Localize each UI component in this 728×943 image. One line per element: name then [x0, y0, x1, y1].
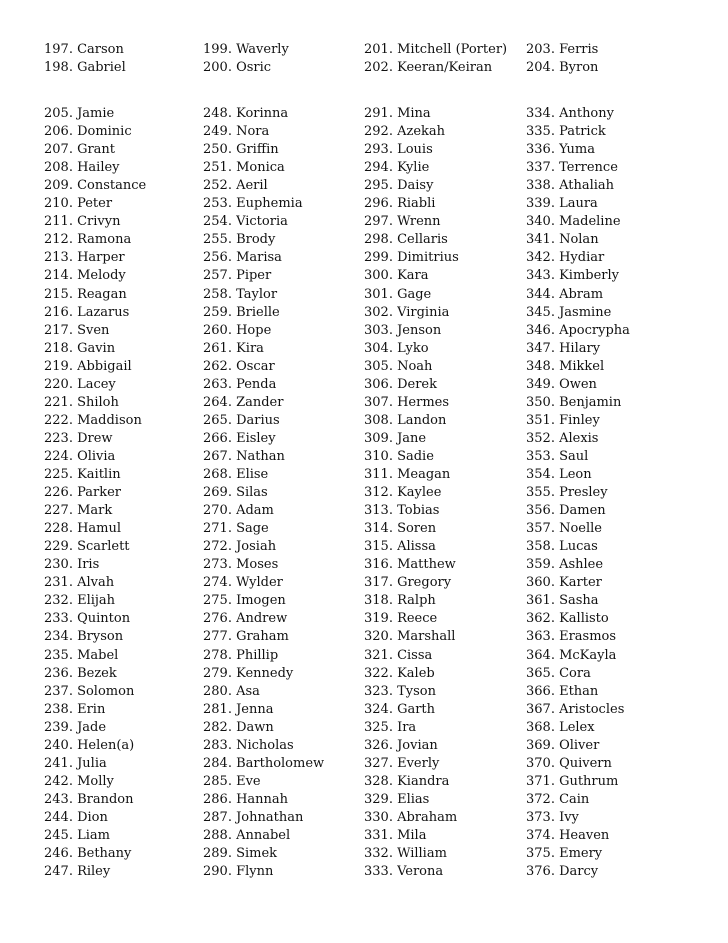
list-item: 374. Heaven	[526, 828, 610, 843]
list-row	[0, 791, 728, 809]
list-item: 364. McKayla	[526, 647, 617, 663]
list-item: 350. Benjamin	[526, 394, 622, 410]
list-item: 328. Kiandra	[364, 773, 450, 789]
list-item: 299. Dimitrius	[364, 250, 459, 266]
list-row	[0, 340, 728, 358]
list-item: 303. Jenson	[364, 322, 442, 338]
list-row	[0, 430, 728, 448]
list-item: 325. Ira	[364, 719, 417, 735]
list-item: 246. Bethany	[44, 846, 132, 862]
list-item: 283. Nicholas	[203, 737, 294, 753]
list-item: 270. Adam	[203, 503, 274, 519]
list-item: 287. Johnathan	[203, 809, 304, 825]
list-item: 326. Jovian	[364, 737, 438, 753]
list-item: 310. Sadie	[364, 448, 434, 464]
list-item: 298. Cellaris	[364, 232, 448, 248]
list-item: 272. Josiah	[203, 539, 277, 555]
list-item: 306. Derek	[364, 376, 437, 392]
list-row	[0, 41, 728, 59]
list-item: 361. Sasha	[526, 593, 599, 609]
list-item: 267. Nathan	[203, 448, 285, 464]
list-row	[0, 809, 728, 827]
list-item: 269. Silas	[203, 485, 268, 501]
list-item: 289. Simek	[203, 846, 278, 862]
list-item: 322. Kaleb	[364, 665, 435, 681]
list-item: 355. Presley	[526, 485, 608, 501]
list-row	[0, 701, 728, 719]
list-item: 308. Landon	[364, 412, 447, 428]
list-item: 215. Reagan	[44, 286, 127, 302]
list-item: 230. Iris	[44, 557, 100, 573]
list-item: 309. Jane	[364, 430, 427, 446]
list-item: 254. Victoria	[203, 214, 288, 230]
list-item: 352. Alexis	[526, 430, 599, 446]
list-item: 221. Shiloh	[44, 394, 119, 410]
list-item: 276. Andrew	[203, 611, 288, 627]
list-item: 232. Elijah	[44, 593, 116, 609]
list-row	[0, 592, 728, 610]
list-item: 212. Ramona	[44, 232, 132, 248]
list-item: 359. Ashlee	[526, 557, 604, 573]
list-row	[0, 484, 728, 502]
list-item: 264. Zander	[203, 394, 284, 410]
list-item: 263. Penda	[203, 376, 277, 392]
list-item: 351. Finley	[526, 412, 600, 428]
list-item: 255. Brody	[203, 232, 276, 248]
list-item: 280. Asa	[203, 683, 260, 699]
list-item: 360. Karter	[526, 575, 602, 591]
list-item: 330. Abraham	[364, 809, 458, 825]
list-item: 250. Griffin	[203, 142, 279, 158]
list-item: 373. Ivy	[526, 809, 579, 825]
list-item: 225. Kaitlin	[44, 467, 121, 482]
list-item: 319. Reece	[364, 611, 438, 627]
list-row	[0, 647, 728, 665]
list-item: 247. Riley	[44, 864, 111, 880]
list-item: 320. Marshall	[364, 629, 456, 645]
list-item: 248. Korinna	[203, 106, 289, 121]
list-item: 346. Apocrypha	[526, 322, 630, 338]
list-row	[0, 737, 728, 755]
list-item: 259. Brielle	[203, 304, 280, 320]
list-item: 275. Imogen	[203, 593, 286, 609]
list-item: 292. Azekah	[364, 124, 446, 140]
list-row	[0, 105, 728, 123]
list-item: 265. Darius	[203, 412, 280, 428]
list-item: 314. Soren	[364, 521, 437, 537]
list-item: 295. Daisy	[364, 178, 434, 194]
list-row	[0, 141, 728, 159]
list-item: 365. Cora	[526, 665, 591, 681]
list-item: 323. Tyson	[364, 683, 436, 699]
list-row	[0, 123, 728, 141]
list-item: 223. Drew	[44, 430, 113, 446]
list-item: 217. Sven	[44, 322, 110, 338]
list-item: 216. Lazarus	[44, 304, 130, 320]
list-row	[0, 863, 728, 881]
list-item: 243. Brandon	[44, 791, 134, 807]
list-item: 239. Jade	[44, 719, 107, 735]
list-item: 256. Marisa	[203, 250, 282, 266]
list-item: 376. Darcy	[526, 864, 599, 880]
list-item: 245. Liam	[44, 828, 110, 843]
list-row	[0, 249, 728, 267]
list-item: 262. Oscar	[203, 358, 275, 374]
list-row	[0, 322, 728, 340]
list-item: 200. Osric	[203, 60, 272, 75]
list-item: 297. Wrenn	[364, 214, 441, 230]
list-row	[0, 466, 728, 484]
list-item: 214. Melody	[44, 268, 126, 284]
list-row	[0, 574, 728, 592]
list-item: 294. Kylie	[364, 160, 430, 176]
list-item: 358. Lucas	[526, 539, 598, 555]
list-item: 333. Verona	[364, 864, 444, 880]
list-item: 347. Hilary	[526, 340, 601, 356]
list-item: 226. Parker	[44, 485, 121, 501]
list-item: 296. Riabli	[364, 196, 436, 212]
list-item: 349. Owen	[526, 376, 597, 392]
list-item: 274. Wylder	[203, 575, 283, 591]
list-item: 321. Cissa	[364, 647, 433, 663]
list-item: 313. Tobias	[364, 503, 440, 519]
list-item: 300. Kara	[364, 268, 429, 284]
list-item: 315. Alissa	[364, 539, 436, 555]
list-item: 336. Yuma	[526, 142, 595, 158]
list-item: 279. Kennedy	[203, 665, 294, 681]
list-item: 206. Dominic	[44, 124, 132, 140]
list-item: 307. Hermes	[364, 394, 450, 410]
list-item: 219. Abbigail	[44, 358, 132, 374]
list-item: 337. Terrence	[526, 160, 618, 176]
list-item: 318. Ralph	[364, 593, 436, 609]
list-item: 242. Molly	[44, 773, 114, 789]
list-item: 286. Hannah	[203, 791, 289, 807]
list-item: 324. Garth	[364, 701, 436, 717]
list-item: 356. Damen	[526, 503, 606, 519]
list-item: 366. Ethan	[526, 683, 599, 699]
list-row	[0, 827, 728, 845]
list-item: 342. Hydiar	[526, 250, 605, 266]
list-item: 327. Everly	[364, 755, 440, 771]
list-row	[0, 376, 728, 394]
list-row	[0, 773, 728, 791]
list-item: 362. Kallisto	[526, 611, 609, 627]
list-item: 260. Hope	[203, 322, 272, 338]
list-item: 348. Mikkel	[526, 358, 605, 374]
list-item: 251. Monica	[203, 160, 285, 176]
list-item: 204. Byron	[526, 60, 599, 75]
list-item: 372. Cain	[526, 791, 590, 807]
list-item: 317. Gregory	[364, 575, 452, 591]
list-item: 228. Hamul	[44, 521, 122, 537]
list-item: 368. Lelex	[526, 719, 595, 735]
list-item: 370. Quivern	[526, 755, 612, 771]
list-row	[0, 610, 728, 628]
list-row	[0, 59, 728, 77]
list-item: 291. Mina	[364, 106, 431, 121]
list-row	[0, 628, 728, 646]
list-item: 281. Jenna	[203, 701, 274, 717]
list-item: 203. Ferris	[526, 42, 599, 57]
list-item: 367. Aristocles	[526, 701, 625, 717]
list-item: 197. Carson	[44, 42, 124, 57]
list-row	[0, 213, 728, 231]
list-item: 244. Dion	[44, 809, 108, 825]
list-item: 341. Nolan	[526, 232, 599, 248]
list-row	[0, 683, 728, 701]
list-item: 363. Erasmos	[526, 629, 617, 645]
list-item: 301. Gage	[364, 286, 432, 302]
list-item: 237. Solomon	[44, 683, 135, 699]
list-item: 234. Bryson	[44, 629, 124, 645]
list-item: 312. Kaylee	[364, 485, 442, 501]
list-item: 302. Virginia	[364, 304, 450, 320]
list-row	[0, 304, 728, 322]
list-item: 290. Flynn	[203, 864, 274, 880]
list-item: 252. Aeril	[203, 178, 268, 194]
list-item: 311. Meagan	[364, 467, 451, 482]
list-row	[0, 267, 728, 285]
list-item: 375. Emery	[526, 846, 603, 862]
list-row	[0, 755, 728, 773]
list-item: 202. Keeran/Keiran	[364, 60, 493, 75]
list-row	[0, 719, 728, 737]
list-item: 332. William	[364, 846, 447, 862]
list-row	[0, 520, 728, 538]
list-item: 207. Grant	[44, 142, 116, 158]
list-item: 241. Julia	[44, 755, 107, 771]
list-row	[0, 231, 728, 249]
list-item: 253. Euphemia	[203, 196, 303, 212]
list-item: 335. Patrick	[526, 124, 606, 140]
list-item: 229. Scarlett	[44, 539, 130, 555]
list-item: 344. Abram	[526, 286, 604, 302]
list-item: 238. Erin	[44, 701, 106, 717]
list-item: 316. Matthew	[364, 557, 456, 573]
list-item: 278. Phillip	[203, 647, 279, 663]
list-item: 285. Eve	[203, 773, 261, 789]
list-row	[0, 665, 728, 683]
list-item: 208. Hailey	[44, 160, 120, 176]
list-row	[0, 177, 728, 195]
list-item: 258. Taylor	[203, 286, 278, 302]
list-item: 305. Noah	[364, 358, 433, 374]
list-row	[0, 502, 728, 520]
list-item: 282. Dawn	[203, 719, 274, 735]
list-item: 261. Kira	[203, 340, 264, 356]
list-item: 293. Louis	[364, 142, 433, 158]
list-item: 340. Madeline	[526, 214, 621, 230]
list-item: 369. Oliver	[526, 737, 600, 753]
list-item: 357. Noelle	[526, 521, 602, 537]
list-item: 199. Waverly	[203, 42, 289, 57]
list-item: 338. Athaliah	[526, 178, 615, 194]
list-item: 213. Harper	[44, 250, 125, 266]
list-item: 236. Bezek	[44, 665, 117, 681]
list-item: 240. Helen(a)	[44, 737, 135, 753]
list-item: 288. Annabel	[203, 828, 291, 843]
list-item: 233. Quinton	[44, 611, 131, 627]
list-item: 354. Leon	[526, 467, 592, 482]
list-item: 249. Nora	[203, 124, 270, 140]
list-item: 205. Jamie	[44, 106, 115, 121]
list-item: 353. Saul	[526, 448, 589, 464]
list-item: 218. Gavin	[44, 340, 116, 356]
list-item: 271. Sage	[203, 521, 269, 537]
list-item: 235. Mabel	[44, 647, 119, 663]
list-item: 209. Constance	[44, 178, 147, 194]
list-item: 266. Eisley	[203, 430, 276, 446]
list-item: 201. Mitchell (Porter)	[364, 42, 508, 57]
list-item: 371. Guthrum	[526, 773, 619, 789]
list-item: 257. Piper	[203, 268, 272, 284]
list-item: 198. Gabriel	[44, 60, 126, 75]
list-row	[0, 358, 728, 376]
list-item: 304. Lyko	[364, 340, 429, 356]
list-item: 220. Lacey	[44, 376, 116, 392]
list-item: 339. Laura	[526, 196, 598, 212]
list-item: 224. Olivia	[44, 448, 116, 464]
list-item: 273. Moses	[203, 557, 279, 573]
list-item: 211. Crivyn	[44, 214, 121, 230]
list-row	[0, 286, 728, 304]
list-row	[0, 448, 728, 466]
list-item: 345. Jasmine	[526, 304, 612, 320]
list-item: 227. Mark	[44, 503, 113, 519]
list-row	[0, 159, 728, 177]
list-row	[0, 845, 728, 863]
list-item: 284. Bartholomew	[203, 755, 325, 771]
list-row	[0, 556, 728, 574]
list-item: 210. Peter	[44, 196, 113, 212]
list-row	[0, 538, 728, 556]
list-item: 222. Maddison	[44, 412, 142, 428]
list-item: 331. Mila	[364, 828, 427, 843]
list-item: 231. Alvah	[44, 575, 115, 591]
list-item: 268. Elise	[203, 467, 269, 482]
list-item: 329. Elias	[364, 791, 430, 807]
list-item: 334. Anthony	[526, 106, 614, 121]
list-row	[0, 394, 728, 412]
list-item: 277. Graham	[203, 629, 289, 645]
list-item: 343. Kimberly	[526, 268, 620, 284]
list-row	[0, 195, 728, 213]
list-row	[0, 412, 728, 430]
